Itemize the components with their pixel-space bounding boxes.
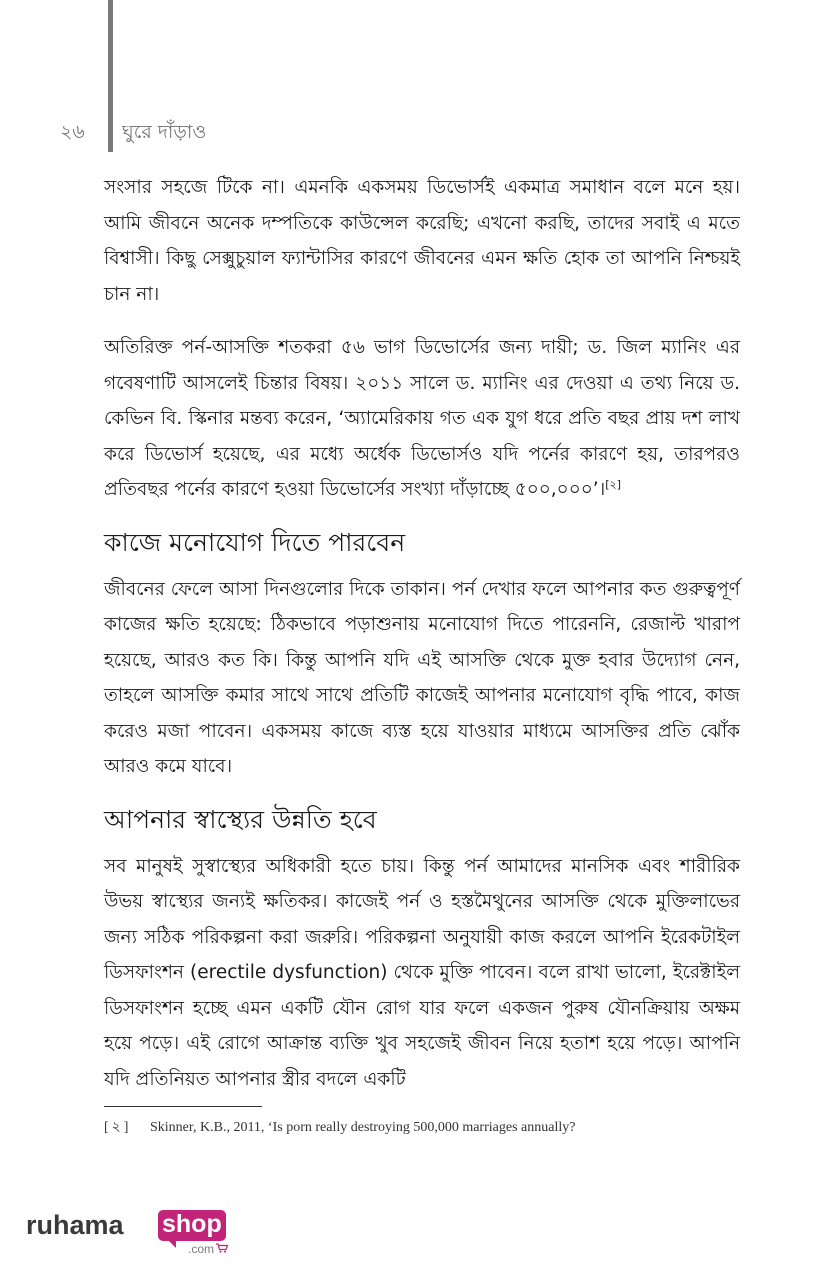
footnote: [104, 1115, 744, 1139]
paragraph-1: [104, 170, 740, 312]
paragraph-3-text: জীবনের ফেলে আসা দিনগুলোর দিকে তাকান। পর্ন দেখার ফলে আপনার কত গুরুত্বপূর্ণ কাজের ক্ষতি হয়েছে: ঠিকভাবে পড়াশুনায় মনোযোগ দিতে পারেননি, রেজাল্ট খারাপ হয়েছে, আরও কত কি। কিন্তু আপনি যদি এই আসক্তি থেকে মুক্ত হবার উদ্যোগ নেন, তাহলে আসক্তি কমার সাথে সাথে প্রতিটি কাজেই আপনার মনোযোগ বৃদ্ধি পাবে, কাজ করেও মজা পাবেন। একসময় কাজে ব্যস্ত হয়ে যাওয়ার মাধ্যমে আসক্তির প্রতি ঝোঁক আরও কমে যাবে।: [104, 578, 740, 777]
cart-icon: [216, 1243, 228, 1253]
paragraph-2-text: অতিরিক্ত পর্ন-আসক্তি শতকরা ৫৬ ভাগ ডিভোর্সের জন্য দায়ী; ড. জিল ম্যানিং এর গবেষণাটি আসলেই চিন্তার বিষয়। ২০১১ সালে ড. ম্যানিং এর দেওয়া এ তথ্য নিয়ে ড. কেভিন বি. স্কিনার মন্তব্য করেন, ‘অ্যামেরিকায় গত এক যুগ ধরে প্রতি বছর প্রায় দশ লাখ করে ডিভোর্স হয়েছে, এর মধ্যে অর্ধেক ডিভোর্সও যদি পর্নের কারণে হয়, তারপরও প্রতিবছর পর্নের কারণে হওয়া ডিভোর্সের সংখ্যা দাঁড়াচ্ছে ৫০০,০০০’।: [104, 337, 740, 500]
header-divider: [108, 0, 113, 152]
brand-name: ruhama: [26, 1210, 124, 1240]
brand-domain: .com: [188, 1242, 215, 1256]
footnote-marker: [২]: [104, 1120, 132, 1135]
page-body: [104, 170, 740, 1115]
brand-logo[interactable]: [26, 1210, 226, 1260]
section-heading-focus: কাজে মনোযোগ দিতে পারবেন: [104, 527, 406, 557]
paragraph-4: [104, 849, 740, 1098]
section-heading-health: আপনার স্বাস্থ্যের উন্নতি হবে: [104, 804, 377, 834]
page-number: ২৬: [60, 121, 85, 143]
brand-shop-badge: shop: [158, 1210, 226, 1241]
paragraph-3: [104, 572, 740, 785]
brand-badge-tail: [168, 1240, 176, 1248]
footnote-text: Skinner, K.B., 2011, ‘Is porn really destroying 500,000 marriages annually?: [150, 1120, 576, 1135]
paragraph-2: [104, 330, 740, 508]
footnote-reference[interactable]: [২]: [605, 477, 622, 491]
running-title: ঘুরে দাঁড়াও: [122, 121, 207, 143]
paragraph-4-text: সব মানুষই সুস্বাস্থ্যের অধিকারী হতে চায়। কিন্তু পর্ন আমাদের মানসিক এবং শারীরিক উভয় স্বাস্থ্যের জন্যই ক্ষতিকর। কাজেই পর্ন ও হস্তমৈথুনের আসক্তি থেকে মুক্তিলাভের জন্য সঠিক পরিকল্পনা করা জরুরি। পরিকল্পনা অনুযায়ী কাজ করলে আপনি ইরেকটাইল ডিসফাংশন (erectile dysfunction) থেকে মুক্তি পাবেন। বলে রাখা ভালো, ইরেক্টাইল ডিসফাংশন হচ্ছে এমন একটি যৌন রোগ যার ফলে একজন পুরুষ যৌনক্রিয়ায় অক্ষম হয়ে পড়ে। এই রোগে আক্রান্ত ব্যক্তি খুব সহজেই জীবন নিয়ে হতাশ হয়ে পড়ে। আপনি যদি প্রতিনিয়ত আপনার স্ত্রীর বদলে একটি: [104, 855, 740, 1090]
paragraph-1-text: সংসার সহজে টিকে না। এমনকি একসময় ডিভোর্সই একমাত্র সমাধান বলে মনে হয়। আমি জীবনে অনেক দম্পতিকে কাউন্সেল করেছি; এখনো করছি, তাদের সবাই এ মতে বিশ্বাসী। কিছু সেক্সুচুয়াল ফ্যান্টাসির কারণে জীবনের এমন ক্ষতি হোক তা আপনি নিশ্চয়ই চান না।: [104, 177, 740, 305]
footnote-divider: [104, 1106, 262, 1107]
